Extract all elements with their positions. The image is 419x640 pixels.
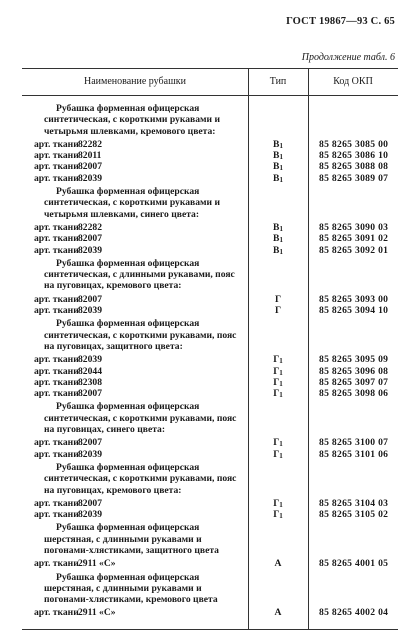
fabric-article [34,305,102,317]
fabric-article [34,172,102,184]
fabric-article [34,293,102,305]
table-row [22,233,398,244]
fabric-article-label: арт. ткани [34,388,79,400]
fabric-article [34,365,102,377]
fabric-article-label: арт. ткани [34,293,79,305]
fabric-article-number: 82308 [78,376,102,388]
shirt-type-letter: Г [273,509,280,521]
shirt-type-subscript: 1 [279,368,283,377]
table-row [22,366,398,377]
shirt-description: Рубашка форменная офицерская шерстяная, с длинными рукавами и погонами-хлястиками, кремового цвета [44,571,218,606]
okp-code: 85 8265 3093 00 [319,293,389,305]
shirt-type-letter: Г [273,448,280,460]
shirt-type-letter: Г [273,365,280,377]
fabric-article [34,221,102,233]
fabric-article-label: арт. ткани [34,221,79,233]
okp-code: 85 8265 4001 05 [319,558,389,570]
table-row [22,377,398,388]
shirt-type-subscript: 1 [279,512,283,521]
shirt-type-letter: В [273,172,280,184]
okp-code: 85 8265 3090 03 [319,221,389,233]
table-row [22,509,398,520]
shirt-description: Рубашка форменная офицерская синтетическая, с короткими рукавами и четырьмя шлевками, кремового цвета: [44,103,220,137]
okp-code: 85 8265 3088 08 [319,161,389,173]
fabric-article-label: арт. ткани [34,150,79,162]
column-header-type: Тип [269,76,287,87]
shirt-type-letter: В [273,138,280,150]
fabric-article [34,607,116,619]
okp-code: 85 8265 3085 00 [319,138,389,150]
table-row [22,607,398,618]
fabric-article-number: 82007 [78,293,102,305]
okp-code: 85 8265 3092 01 [319,244,389,256]
table-row [22,449,398,460]
okp-code: 85 8265 3089 07 [319,172,389,184]
fabric-article-number: 82007 [78,497,102,509]
table-row [22,558,398,569]
table-row [22,150,398,161]
fabric-article [34,497,102,509]
fabric-article-label: арт. ткани [34,376,79,388]
table-row [22,354,398,365]
shirt-type [248,449,308,462]
okp-code: 85 8265 3101 06 [319,448,389,460]
shirt-type-subscript: 1 [279,440,283,449]
shirt-type [248,558,308,571]
table-row [22,294,398,305]
shirt-type [248,607,308,620]
fabric-article-label: арт. ткани [34,172,79,184]
fabric-article-number: 82282 [78,221,102,233]
shirt-type-letter: А [274,558,282,570]
fabric-article [34,354,102,366]
table-row [22,222,398,233]
fabric-article-number: 82039 [78,172,102,184]
fabric-article-number: 2911 «С» [78,558,116,570]
shirt-type-subscript: 1 [279,236,283,245]
fabric-article-number: 82039 [78,244,102,256]
fabric-article-number: 82282 [78,138,102,150]
shirt-type-subscript: 1 [279,379,283,388]
shirt-type [248,173,308,186]
fabric-article-label: арт. ткани [34,305,79,317]
shirt-type-letter: В [273,221,280,233]
okp-code: 85 8265 3091 02 [319,233,389,245]
shirt-type-subscript: 1 [279,141,283,150]
product-table [22,68,398,630]
fabric-article-number: 82044 [78,365,102,377]
shirt-type-subscript: 1 [279,153,283,162]
fabric-article-number: 82007 [78,233,102,245]
shirt-type-letter: Г [273,388,280,400]
fabric-article-number: 82039 [78,448,102,460]
shirt-type-subscript: 1 [279,164,283,173]
table-row [22,437,398,448]
fabric-article-label: арт. ткани [34,448,79,460]
fabric-article-number: 82007 [78,161,102,173]
shirt-type [248,305,308,318]
fabric-article [34,437,102,449]
table-row [22,305,398,316]
shirt-type-subscript: 1 [279,175,283,184]
fabric-article [34,376,102,388]
fabric-article-label: арт. ткани [34,558,79,570]
shirt-type-subscript: 1 [279,451,283,460]
fabric-article-label: арт. ткани [34,509,79,521]
fabric-article-label: арт. ткани [34,354,79,366]
shirt-type-letter: Г [274,293,282,305]
okp-code: 85 8265 3095 09 [319,354,389,366]
okp-code: 85 8265 3097 07 [319,376,389,388]
shirt-type-subscript: 1 [279,224,283,233]
shirt-description: Рубашка форменная офицерская синтетическая, с короткими рукавами, пояс на пуговицах, кремового цвета: [44,461,237,496]
okp-code: 85 8265 3086 10 [319,150,389,162]
shirt-type-letter: В [273,161,280,173]
fabric-article-label: арт. ткани [34,244,79,256]
shirt-type [248,509,308,522]
shirt-type-letter: Г [273,376,280,388]
okp-code: 85 8265 3100 07 [319,437,389,449]
table-row [22,498,398,509]
fabric-article [34,150,102,162]
fabric-article-number: 82039 [78,305,102,317]
fabric-article-number: 82007 [78,437,102,449]
table-row [22,388,398,399]
shirt-type-letter: В [273,244,280,256]
fabric-article [34,233,102,245]
fabric-article-label: арт. ткани [34,497,79,509]
fabric-article-label: арт. ткани [34,138,79,150]
table-header [22,69,398,96]
fabric-article-label: арт. ткани [34,365,79,377]
fabric-article-number: 82007 [78,388,102,400]
fabric-article-number: 82039 [78,509,102,521]
shirt-type-letter: Г [273,497,280,509]
shirt-type-letter: Г [273,437,280,449]
fabric-article-number: 82039 [78,354,102,366]
shirt-description: Рубашка форменная офицерская синтетическая, с короткими рукавами, пояс на пуговицах, защитного цвета: [44,318,237,352]
shirt-type-subscript: 1 [279,247,283,256]
shirt-type-letter: А [274,607,282,619]
table-row [22,173,398,184]
fabric-article [34,509,102,521]
fabric-article [34,558,116,570]
okp-code: 85 8265 3105 02 [319,509,389,521]
shirt-type-letter: В [273,150,280,162]
table-body [22,101,398,619]
shirt-type-letter: Г [274,305,282,317]
okp-code: 85 8265 3096 08 [319,365,389,377]
shirt-description: Рубашка форменная офицерская синтетическая, с короткими рукавами и четырьмя шлевками, синего цвета: [44,186,220,220]
table-row [22,161,398,172]
column-header-name: Наименование рубашки [84,76,186,87]
fabric-article [34,161,102,173]
shirt-type-letter: Г [273,354,280,366]
fabric-article-label: арт. ткани [34,607,79,619]
fabric-article [34,388,102,400]
fabric-article-label: арт. ткани [34,437,79,449]
shirt-type-subscript: 1 [279,357,283,366]
shirt-description: Рубашка форменная офицерская синтетическая, с короткими рукавами, пояс на пуговицах, синего цвета: [44,401,237,436]
fabric-article-label: арт. ткани [34,161,79,173]
okp-code: 85 8265 3094 10 [319,305,389,317]
shirt-type [248,245,308,258]
fabric-article-number: 2911 «С» [78,607,116,619]
table-continuation-label: Продолжение табл. 6 [301,52,395,63]
shirt-description: Рубашка форменная офицерская синтетическая, с длинными рукавами, пояс на пуговицах, кремового цвета: [44,257,235,292]
fabric-article [34,448,102,460]
okp-code: 85 8265 3104 03 [319,497,389,509]
shirt-type-subscript: 1 [279,391,283,400]
shirt-type-letter: В [273,233,280,245]
fabric-article [34,138,102,150]
column-header-code: Код ОКП [333,76,373,87]
shirt-type-subscript: 1 [279,500,283,509]
page-header: ГОСТ 19867—93 С. 65 [286,16,395,27]
okp-code: 85 8265 3098 06 [319,388,389,400]
table-row [22,139,398,150]
fabric-article-number: 82011 [78,150,102,162]
fabric-article-label: арт. ткани [34,233,79,245]
okp-code: 85 8265 4002 04 [319,607,389,619]
table-row [22,245,398,256]
shirt-description: Рубашка форменная офицерская шерстяная, с длинными рукавами и погонами-хлястиками, защитного цвета [44,522,219,556]
shirt-type [248,388,308,401]
fabric-article [34,244,102,256]
